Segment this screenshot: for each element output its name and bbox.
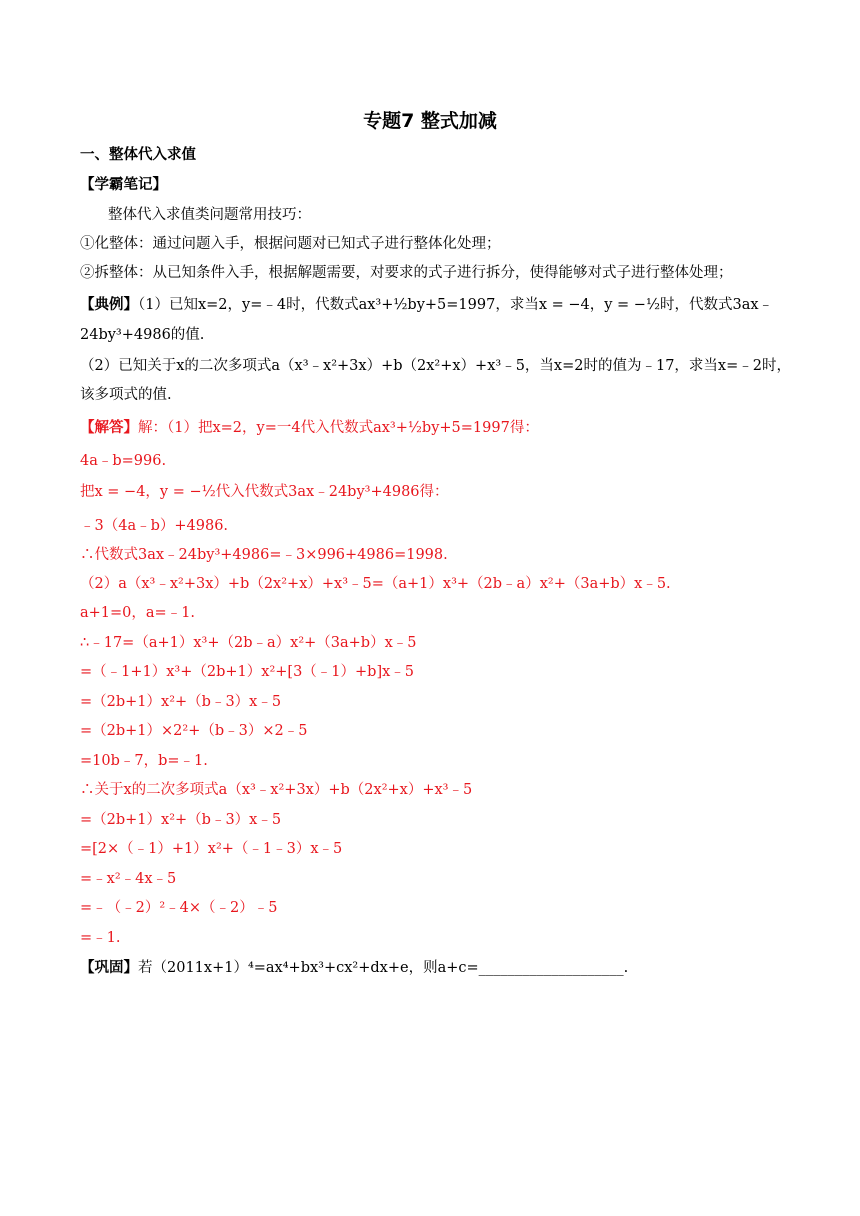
answer-line-12: ∴关于x的二次多项式a（x³﹣x²+3x）+b（2x²+x）+x³﹣5: [80, 782, 473, 798]
answer-line-14: =[2×（﹣1）+1）x²+（﹣1﹣3）x﹣5: [80, 841, 343, 857]
answer-line-2: 把x = −4，y = −½代入代数式3ax﹣24by³+4986得：: [80, 484, 449, 500]
answer-line-16: =﹣（﹣2）²﹣4×（﹣2）﹣5: [80, 900, 278, 916]
answer-line-3: ﹣3（4a﹣b）+4986.: [80, 518, 229, 534]
practice-label: 【巩固】: [80, 959, 138, 976]
example-text-1: （1）已知x=2，y=﹣4时，代数式ax³+½by+5=1997，求当x = −4，y = −½时，代数式3ax﹣: [138, 297, 774, 313]
example-line-2: 24by³+4986的值.: [80, 327, 205, 343]
practice-end: .: [623, 960, 629, 976]
answer-line-1: 4a﹣b=996.: [80, 453, 167, 469]
example-line-3: （2）已知关于x的二次多项式a（x³﹣x²+3x）+b（2x²+x）+x³﹣5，当x=2时的值为﹣17，求当x=﹣2时，: [80, 358, 791, 374]
answer-line-8: =（﹣1+1）x³+（2b+1）x²+[3（﹣1）+b]x﹣5: [80, 664, 415, 680]
example-line-1: [80, 295, 773, 315]
practice-line: [80, 958, 628, 978]
note-label: 【学霸笔记】: [80, 176, 167, 193]
answer-line-15: =﹣x²﹣4x﹣5: [80, 871, 177, 887]
example-label: 【典例】: [80, 296, 138, 313]
answer-label: 【解答】: [80, 419, 138, 436]
example-line-4: 该多项式的值.: [80, 387, 172, 403]
answer-line-11: =10b﹣7，b=﹣1.: [80, 753, 208, 769]
answer-line-13: =（2b+1）x²+（b﹣3）x﹣5: [80, 812, 282, 828]
answer-line-6: a+1=0，a=﹣1.: [80, 605, 196, 621]
note-item-1: ①化整体：通过问题入手，根据问题对已知式子进行整体化处理；: [80, 236, 501, 252]
practice-text: 若（2011x+1）⁴=ax⁴+bx³+cx²+dx+e，则a+c=: [138, 960, 479, 976]
answer-line-7: ∴﹣17=（a+1）x³+（2b﹣a）x²+（3a+b）x﹣5: [80, 635, 417, 651]
answer-line-17: =﹣1.: [80, 930, 121, 946]
answer-text-0: 解：（1）把x=2，y=一4代入代数式ax³+½by+5=1997得：: [138, 420, 539, 436]
page-title: 专题7 整式加减: [363, 110, 497, 132]
practice-blank: ____________________: [478, 960, 624, 976]
answer-line-10: =（2b+1）×2²+（b﹣3）×2﹣5: [80, 723, 308, 739]
note-item-2: ②拆整体：从已知条件入手，根据解题需要，对要求的式子进行拆分，使得能够对式子进行整体处理；: [80, 265, 733, 281]
note-intro: 整体代入求值类问题常用技巧：: [108, 207, 311, 223]
answer-line-9: =（2b+1）x²+（b﹣3）x﹣5: [80, 694, 282, 710]
section-heading: 一、整体代入求值: [80, 147, 196, 163]
answer-line-4: ∴代数式3ax﹣24by³+4986=﹣3×996+4986=1998.: [80, 547, 448, 563]
answer-line-0: [80, 418, 539, 438]
answer-line-5: （2）a（x³﹣x²+3x）+b（2x²+x）+x³﹣5=（a+1）x³+（2b﹣a）x²+（3a+b）x﹣5.: [80, 576, 671, 592]
